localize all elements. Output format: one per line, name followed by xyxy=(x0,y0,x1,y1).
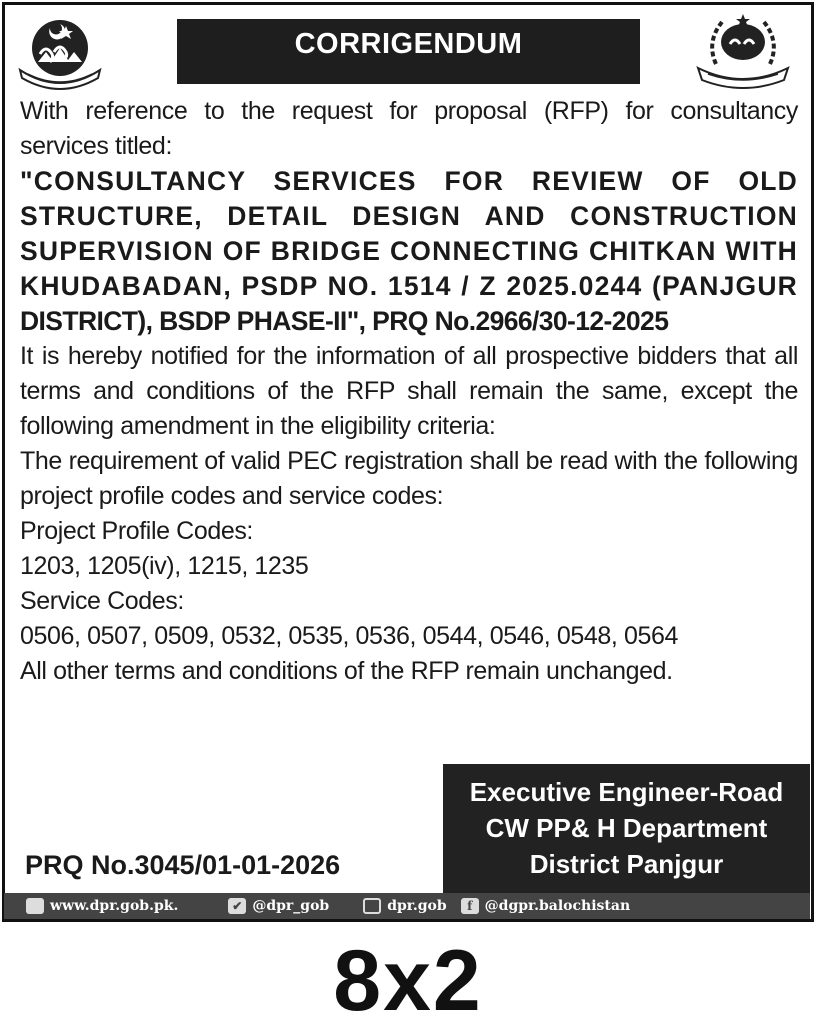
notice-body xyxy=(20,94,798,689)
globe-icon xyxy=(26,898,44,914)
footer-instagram[interactable] xyxy=(363,898,446,914)
facebook-icon: f xyxy=(461,898,479,914)
instagram-icon xyxy=(363,898,381,914)
project-title xyxy=(20,164,798,339)
service-codes-label: Service Codes: xyxy=(20,587,184,615)
project-profile-codes: 1203, 1205(iv), 1215, 1235 xyxy=(20,552,309,580)
footer-social-bar xyxy=(4,893,810,919)
service-codes: 0506, 0507, 0509, 0532, 0535, 0536, 0544, 0546, 0548, 0564 xyxy=(20,622,678,650)
facebook-handle: @dgpr.balochistan xyxy=(484,898,631,914)
signature-district: District Panjgur xyxy=(529,849,724,879)
dgpr-emblem-icon xyxy=(694,10,792,92)
project-profile-label: Project Profile Codes: xyxy=(20,517,253,545)
prq-number: PRQ No.3045/01-01-2026 xyxy=(25,850,341,880)
ad-size-label: 8x2 xyxy=(333,933,483,1024)
signature-designation: Executive Engineer-Road xyxy=(469,777,784,807)
signature-department: CW PP& H Department xyxy=(485,813,768,843)
website-text: www.dpr.gob.pk. xyxy=(50,898,179,914)
footer-facebook[interactable] xyxy=(461,898,630,914)
page-title: CORRIGENDUM xyxy=(177,19,640,84)
twitter-handle: @dpr_gob xyxy=(252,898,330,914)
footer-website[interactable] xyxy=(26,898,178,914)
notice-paragraph: It is hereby notified for the information of all prospective bidders that all terms and conditions of the RFP shall remain the same, except the following amendment in the eligibility criteria: xyxy=(20,342,798,440)
balochistan-emblem-icon xyxy=(14,10,106,92)
requirement-paragraph: The requirement of valid PEC registration shall be read with the following project profile codes and service codes: xyxy=(20,447,798,510)
project-title-text: "CONSULTANCY SERVICES FOR REVIEW OF OLD STRUCTURE, DETAIL DESIGN AND CONSTRUCTION SUPERVISION OF BRIDGE CONNECTING CHITKAN WITH KHUDABADAN, PSDP NO. 1514 / Z 2025.0244 (PANJGUR xyxy=(20,166,798,301)
signature-block xyxy=(443,764,810,895)
twitter-icon: ✔ xyxy=(228,898,246,914)
instagram-handle: dpr.gob xyxy=(387,898,447,914)
footer-twitter[interactable] xyxy=(228,898,329,914)
intro-paragraph: With reference to the request for proposal (RFP) for consultancy services titled: xyxy=(20,97,798,160)
closing-paragraph: All other terms and conditions of the RFP remain unchanged. xyxy=(20,657,673,685)
project-title-tail: DISTRICT), BSDP PHASE-II", PRQ No.2966/30-12-2025 xyxy=(20,306,669,336)
